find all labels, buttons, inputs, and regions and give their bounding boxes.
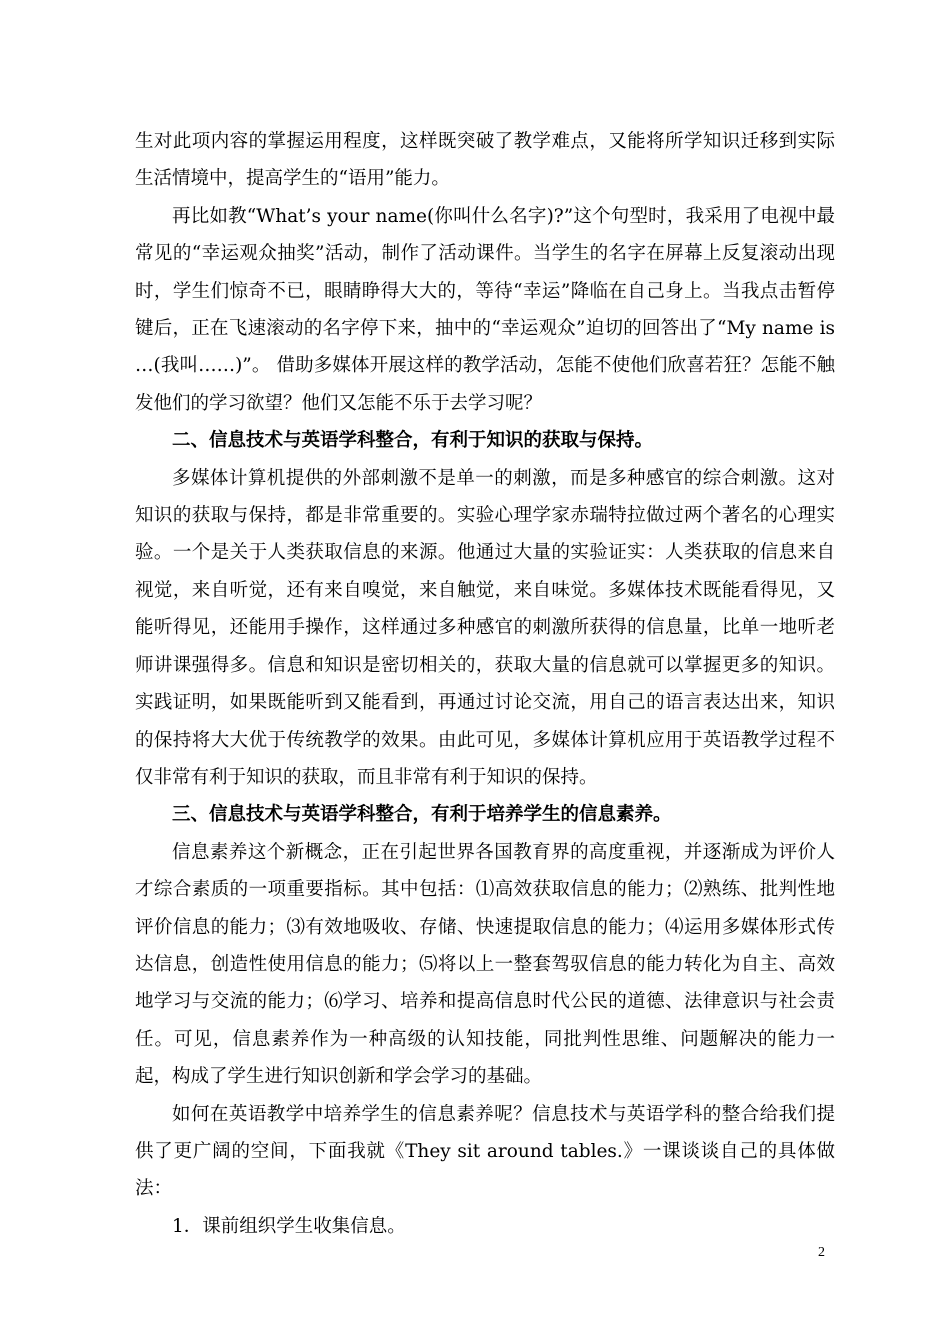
page-number: 2	[818, 1245, 825, 1260]
paragraph-information-literacy: 信息素养这个新概念，正在引起世界各国教育界的高度重视，并逐渐成为评价人才综合素质的一项重要指标。其中包括：⑴高效获取信息的能力；⑵熟练、批判性地评价信息的能力；⑶有效地吸收、存储、快速提取信息的能力；⑷运用多媒体形式传达信息，创造性使用信息的能力；⑸将以上一整套驾驭信息的能力转化为自主、高效地学习与交流的能力；⑹学习、培养和提高信息时代公民的道德、法律意识与社会责任。可见，信息素养作为一种高级的认知技能，同批判性思维、问题解决的能力一起，构成了学生进行知识创新和学会学习的基础。	[135, 841, 835, 1088]
paragraph-knowledge-acquisition: 多媒体计算机提供的外部刺激不是单一的刺激，而是多种感官的综合刺激。这对知识的获取与保持，都是非常重要的。实验心理学家赤瑞特拉做过两个著名的心理实验。一个是关于人类获取信息的来源。他通过大量的实验证实：人类获取的信息来自视觉，来自听觉，还有来自嗅觉，来自触觉，来自味觉。多媒体技术既能看得见，又能听得见，还能用手操作，这样通过多种感官的刺激所获得的信息量，比单一地听老师讲课强得多。信息和知识是密切相关的，获取大量的信息就可以掌握更多的知识。实践证明，如果既能听到又能看到，再通过讨论交流，用自己的语言表达出来，知识的保持将大大优于传统教学的效果。由此可见，多媒体计算机应用于英语教学过程不仅非常有利于知识的获取，而且非常有利于知识的保持。	[135, 467, 835, 788]
list-item-1: 1．课前组织学生收集信息。	[172, 1215, 406, 1237]
paragraph-lucky-audience-example: 再比如教“What’s your name(你叫什么名字)?”这个句型时，我采用了电视中最常见的“幸运观众抽奖”活动，制作了活动课件。当学生的名字在屏幕上反复滚动出现时，学生们惊奇不已，眼睛睁得大大的，等待“幸运”降临在自己身上。当我点击暂停键后，正在飞速滚动的名字停下来，抽中的“幸运观众”迫切的回答出了“My name is …(我叫……)”。 借助多媒体开展这样的教学活动，怎能不使他们欣喜若狂？怎能不触发他们的学习欲望？他们又怎能不乐于去学习呢？	[135, 205, 835, 414]
paragraph-lesson-intro: 如何在英语教学中培养学生的信息素养呢？信息技术与英语学科的整合给我们提供了更广阔的空间，下面我就《They sit around tables.》一课谈谈自己的具体做法：	[135, 1103, 835, 1200]
section-heading-3: 三、信息技术与英语学科整合，有利于培养学生的信息素养。	[172, 804, 672, 826]
document-body	[135, 123, 835, 1245]
section-heading-2: 二、信息技术与英语学科整合，有利于知识的获取与保持。	[172, 430, 654, 452]
paragraph-continuation: 生对此项内容的掌握运用程度，这样既突破了教学难点，又能将所学知识迁移到实际生活情境中，提高学生的“语用”能力。	[135, 131, 835, 190]
